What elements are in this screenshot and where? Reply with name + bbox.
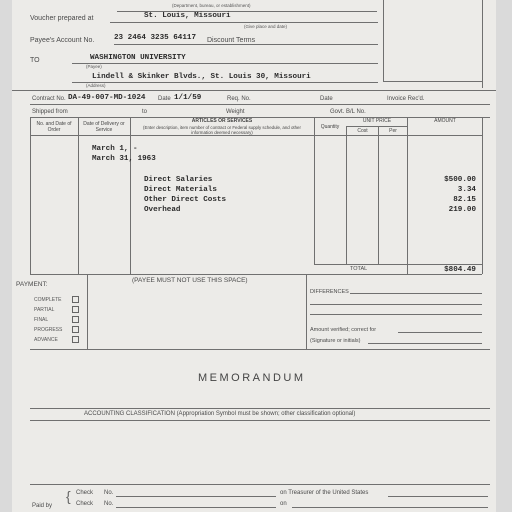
contract-date-label: Date	[158, 96, 171, 102]
dept-caption: (Department, bureau, or establishment)	[172, 3, 251, 8]
payment-option-label: PARTIAL	[34, 307, 55, 313]
table-bottom-rule	[30, 274, 482, 275]
rule	[12, 90, 496, 91]
gbl-label: Govt. B/L No.	[330, 109, 366, 115]
divider	[306, 274, 307, 350]
check-label: Check	[76, 490, 94, 496]
treasurer-text: on Treasurer of the United States	[280, 490, 369, 496]
rule	[30, 484, 490, 485]
partial-checkbox[interactable]	[72, 306, 79, 313]
col-unit-price-header: UNIT PRICE	[362, 118, 392, 124]
col-amount-header: AMOUNT	[434, 118, 456, 124]
table-header-rule	[30, 135, 482, 136]
item-amount: 3.34	[457, 186, 476, 194]
progress-checkbox[interactable]	[72, 326, 79, 333]
table-divider	[78, 117, 79, 274]
signature-label: (Signature or initials)	[310, 338, 361, 344]
invoice-label: Invoice Rec'd.	[387, 96, 425, 102]
place-caption: (Give place and date)	[244, 24, 288, 29]
col-articles-note: (Enter description, item number of contract or Federal supply schedule, and other information deemed necessary)	[143, 125, 301, 135]
rule	[310, 314, 482, 315]
complete-checkbox[interactable]	[72, 296, 79, 303]
check-no-label: No.	[104, 490, 114, 496]
rule	[72, 82, 378, 83]
verified-label: Amount verified; correct for	[310, 327, 377, 333]
rule	[30, 420, 490, 421]
payment-option-label: COMPLETE	[34, 297, 62, 303]
to-label: TO	[30, 57, 40, 64]
item-label: Overhead	[144, 206, 181, 214]
item-amount: $500.00	[444, 176, 476, 184]
rule	[116, 496, 276, 497]
total-label: TOTAL	[350, 266, 368, 272]
period-start: March 1, -	[92, 145, 138, 153]
weight-label: Weight	[226, 109, 245, 115]
rule	[114, 44, 378, 45]
col-per-header: Per	[389, 128, 397, 134]
rule	[30, 408, 490, 409]
payment-label: PAYMENT:	[16, 281, 48, 288]
rule	[30, 349, 490, 350]
rule	[116, 507, 276, 508]
rule	[292, 507, 488, 508]
req-label: Req. No.	[227, 96, 251, 102]
advance-checkbox[interactable]	[72, 336, 79, 343]
total-rule	[314, 264, 482, 265]
divider	[482, 0, 483, 88]
voucher-page	[12, 0, 496, 512]
rule	[350, 293, 482, 294]
table-divider	[346, 126, 347, 264]
memorandum-title: MEMORANDUM	[198, 372, 306, 384]
divider	[383, 81, 483, 82]
payee-caption: (Payee)	[86, 64, 102, 69]
account-label: Payee's Account No.	[30, 37, 95, 44]
item-label: Direct Salaries	[144, 176, 213, 184]
on-text: on	[280, 501, 287, 507]
paid-by-label: Paid by	[32, 503, 53, 509]
rule	[388, 496, 488, 497]
item-amount: 82.15	[453, 196, 476, 204]
differences-label: DIFFERENCES	[310, 289, 349, 295]
payment-option-label: ADVANCE	[34, 337, 58, 343]
table-divider	[378, 126, 379, 264]
col-order-header: No. and Date of Order	[36, 121, 72, 133]
table-border	[30, 117, 31, 274]
item-label: Direct Materials	[144, 186, 217, 194]
item-amount: 219.00	[448, 206, 476, 214]
prepared-value: St. Louis, Missouri	[144, 12, 231, 20]
prepared-label: Voucher prepared at	[30, 15, 94, 22]
final-checkbox[interactable]	[72, 316, 79, 323]
rule	[72, 63, 378, 64]
payment-option-label: PROGRESS	[34, 327, 63, 333]
rule	[398, 332, 482, 333]
contract-date-value: 1/1/59	[174, 94, 202, 102]
account-value: 23 2464 3235 64117	[114, 34, 197, 42]
address-value: Lindell & Skinker Blvds., St. Louis 30, Missouri	[92, 73, 311, 81]
divider	[87, 274, 88, 350]
table-divider	[407, 117, 408, 274]
payee-note: (PAYEE MUST NOT USE THIS SPACE)	[132, 277, 248, 284]
check-no-label: No.	[104, 501, 114, 507]
contract-label: Contract No.	[32, 96, 66, 102]
payment-option-label: FINAL	[34, 317, 49, 323]
discount-label: Discount Terms	[207, 37, 256, 44]
divider	[383, 0, 384, 82]
col-delivery-header: Date of Delivery or Service	[83, 121, 125, 133]
rule	[368, 343, 482, 344]
table-border	[482, 117, 483, 274]
total-value: $804.49	[444, 266, 476, 274]
check-label: Check	[76, 501, 94, 507]
payee-value: WASHINGTON UNIVERSITY	[90, 54, 186, 62]
brace: {	[66, 488, 71, 504]
period-end: March 31, 1963	[92, 155, 156, 163]
col-quantity-header: Quantity	[320, 124, 340, 130]
date2-label: Date	[320, 96, 333, 102]
table-divider	[314, 117, 315, 264]
shipped-label: Shipped from	[32, 109, 68, 115]
table-divider	[130, 117, 131, 274]
contract-value: DA-49-007-MD-1024	[68, 94, 146, 102]
address-caption: (Address)	[86, 83, 106, 88]
rule	[30, 117, 490, 118]
rule	[30, 104, 490, 105]
rule	[310, 304, 482, 305]
item-label: Other Direct Costs	[144, 196, 227, 204]
rule	[110, 22, 378, 23]
col-cost-header: Cost	[357, 128, 368, 134]
col-articles-header: ARTICLES OR SERVICES	[191, 118, 253, 124]
accounting-classification: ACCOUNTING CLASSIFICATION (Appropriation Symbol must be shown; other classification optional)	[84, 411, 356, 417]
unit-price-rule	[346, 126, 407, 127]
shipped-to-label: to	[142, 109, 148, 115]
